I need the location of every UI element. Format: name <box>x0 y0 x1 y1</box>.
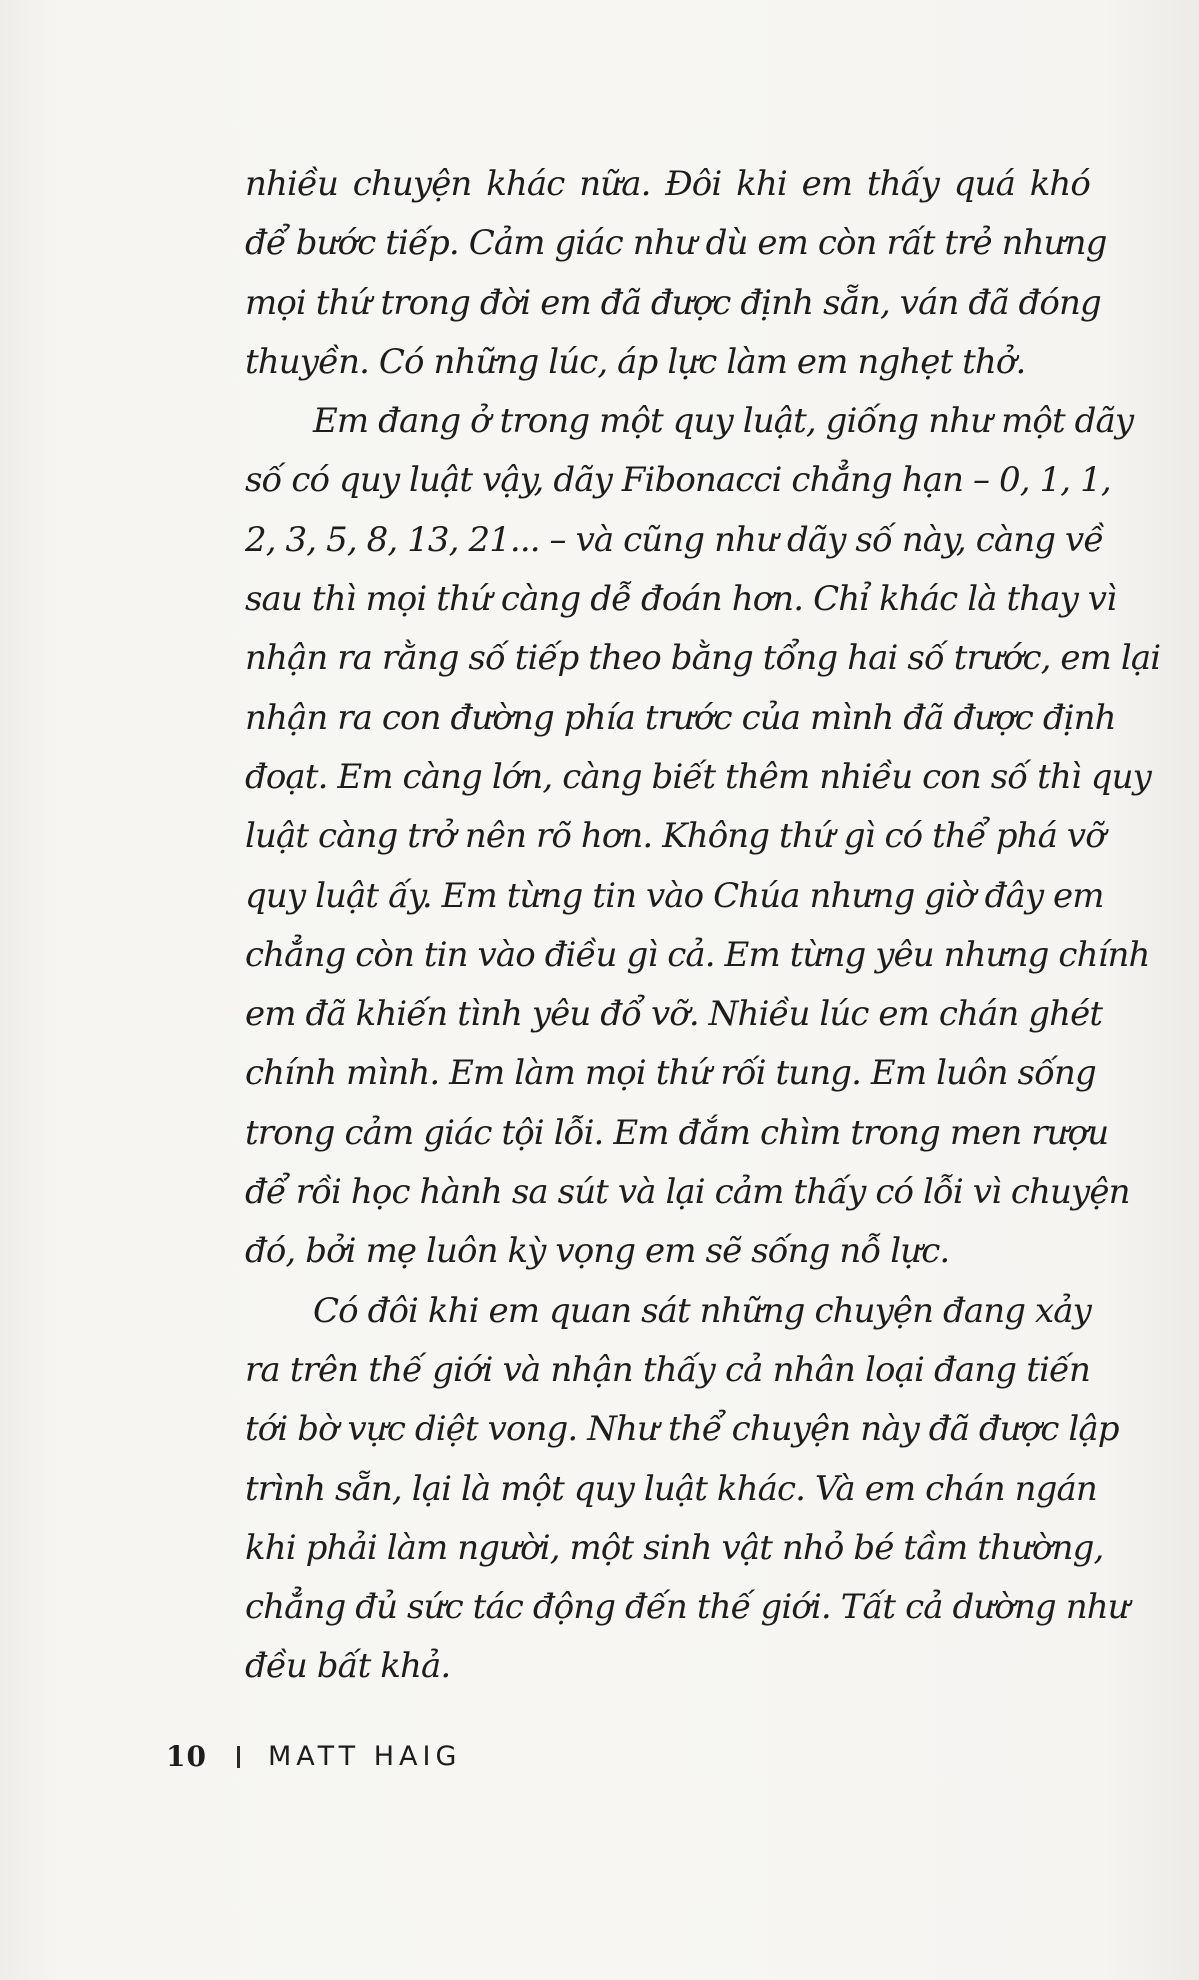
paragraph-3 <box>245 1282 1129 1697</box>
text-line: đều bất khả. <box>245 1646 451 1687</box>
text-line: khi phải làm người, một sinh vật nhỏ bé tầm thường, <box>245 1527 1104 1568</box>
text-line: số có quy luật vậy, dãy Fibonacci chẳng hạn – 0, 1, 1, <box>245 460 1111 501</box>
text-line: quy luật ấy. Em từng tin vào Chúa nhưng giờ đây em <box>245 875 1104 916</box>
text-line: Có đôi khi em quan sát những chuyện đang xảy <box>313 1290 1091 1331</box>
text-line: để rồi học hành sa sút và lại cảm thấy có lỗi vì chuyện <box>245 1172 1130 1213</box>
text-line: tới bờ vực diệt vong. Như thể chuyện này đã được lập <box>245 1409 1119 1450</box>
text-line: nhận ra rằng số tiếp theo bằng tổng hai số trước, em lại <box>245 638 1161 679</box>
page-number: 10 <box>166 1740 207 1773</box>
author-name: MATT HAIG <box>267 1741 462 1772</box>
text-line: thuyền. Có những lúc, áp lực làm em nghẹt thở. <box>245 341 1026 382</box>
text-line: nhận ra con đường phía trước của mình đã được định <box>245 697 1116 738</box>
text-line: để bước tiếp. Cảm giác như dù em còn rất trẻ nhưng <box>245 223 1107 264</box>
footer-separator <box>237 1746 240 1768</box>
text-line: em đã khiến tình yêu đổ vỡ. Nhiều lúc em chán ghét <box>245 994 1103 1035</box>
text-line: trong cảm giác tội lỗi. Em đắm chìm trong men rượu <box>245 1112 1109 1153</box>
paragraph-2 <box>245 392 1161 1281</box>
text-line: chẳng còn tin vào điều gì cả. Em từng yêu nhưng chính <box>245 934 1150 975</box>
text-line: đó, bởi mẹ luôn kỳ vọng em sẽ sống nỗ lực. <box>245 1231 950 1272</box>
text-line: Em đang ở trong một quy luật, giống như một dãy <box>313 401 1134 442</box>
text-line: luật càng trở nên rõ hơn. Không thứ gì có thể phá vỡ <box>245 816 1105 857</box>
body-text <box>245 155 1161 1697</box>
paragraph-1 <box>245 155 1107 392</box>
text-line: chẳng đủ sức tác động đến thế giới. Tất cả dường như <box>245 1587 1129 1628</box>
text-line: nhiều chuyện khác nữa. Đôi khi em thấy quá khó <box>245 164 1090 204</box>
text-line: đoạt. Em càng lớn, càng biết thêm nhiều con số thì quy <box>245 756 1151 797</box>
page-footer <box>166 1740 461 1773</box>
text-line: 2, 3, 5, 8, 13, 21... – và cũng như dãy số này, càng về <box>245 519 1104 560</box>
text-line: mọi thứ trong đời em đã được định sẵn, ván đã đóng <box>245 282 1101 323</box>
text-line: ra trên thế giới và nhận thấy cả nhân loại đang tiến <box>245 1349 1090 1390</box>
text-line: chính mình. Em làm mọi thứ rối tung. Em luôn sống <box>245 1053 1096 1094</box>
text-line: sau thì mọi thứ càng dễ đoán hơn. Chỉ khác là thay vì <box>245 579 1117 620</box>
text-line: trình sẵn, lại là một quy luật khác. Và em chán ngán <box>245 1468 1097 1509</box>
